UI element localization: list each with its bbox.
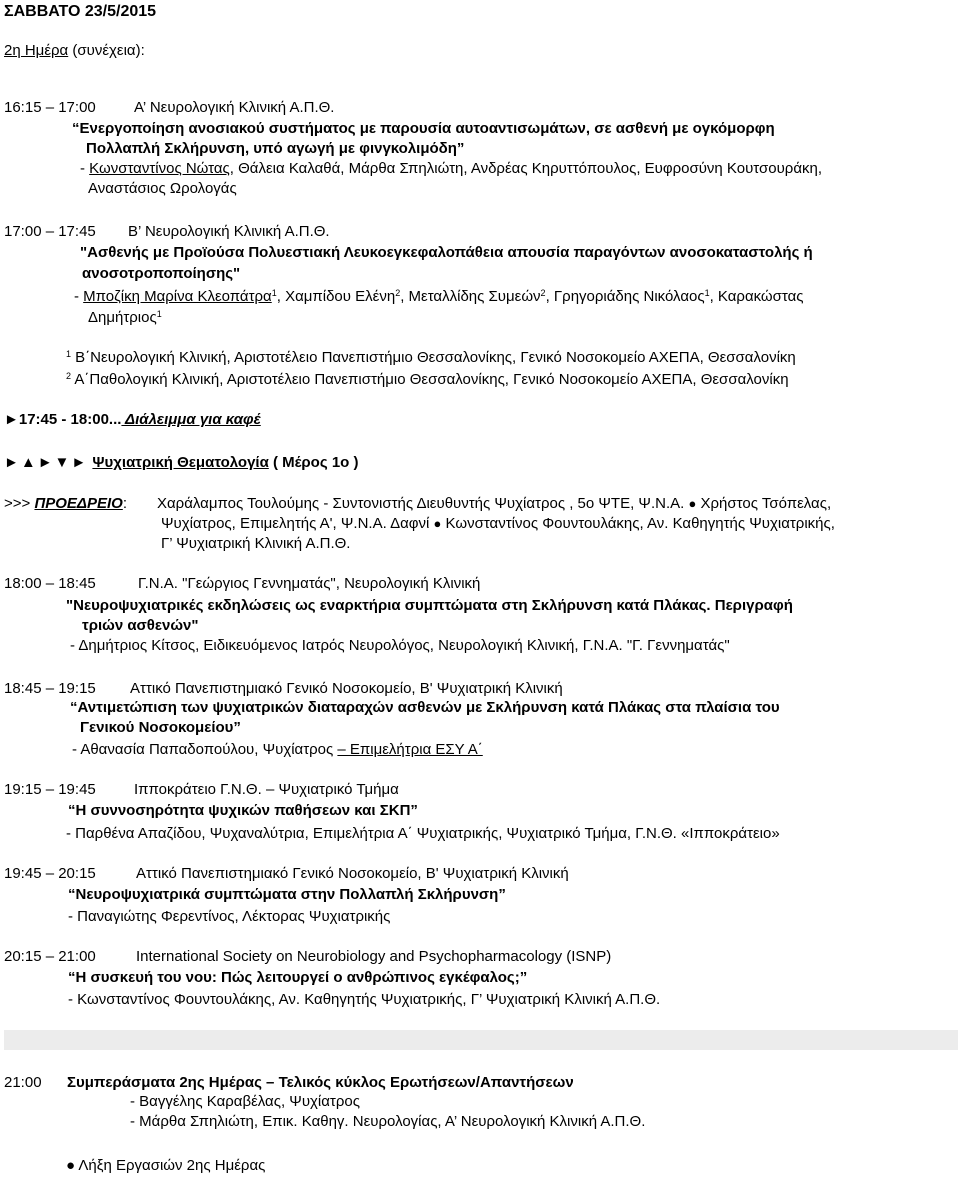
- session-1-unit: Α’ Νευρολογική Κλινική Α.Π.Θ.: [134, 99, 335, 116]
- session-5-time: 19:15 – 19:45: [4, 781, 96, 798]
- author-name: , Μεταλλίδης Συμεών: [400, 288, 541, 305]
- chair-line-3: Γ’ Ψυχιατρική Κλινική Α.Π.Θ.: [161, 535, 351, 552]
- session-7-title: “Η συσκευή του νου: Πώς λειτουργεί ο ανθρώπινος εγκέφαλος;”: [68, 969, 528, 986]
- session-1-authors: [80, 159, 822, 178]
- chair-line-1: [157, 494, 831, 513]
- chair-member: Χαράλαμπος Τουλούμης - Συντονιστής Διευθυντής Ψυχίατρος , 5ο ΨΤΕ, Ψ.Ν.Α.: [157, 495, 685, 512]
- session-2-authors-line-2: [88, 308, 162, 327]
- session-1-title-line-2: Πολλαπλή Σκλήρυνση, υπό αγωγή με φινγκολιμόδη”: [86, 140, 465, 157]
- speaker-role: – Επιμελήτρια ΕΣΥ Α΄: [337, 741, 483, 758]
- affiliation-mark: 1: [271, 288, 277, 298]
- session-4-time: 18:45 – 19:15: [4, 680, 96, 697]
- session-8-speaker-1: - Βαγγέλης Καραβέλας, Ψυχίατρος: [130, 1093, 360, 1110]
- author-name: , Καρακώστας: [709, 288, 804, 305]
- author-name: , Γρηγοριάδης Νικόλαος: [545, 288, 705, 305]
- session-3-title-line-1: "Νευροψυχιατρικές εκδηλώσεις ως εναρκτήρια συμπτώματα στη Σκλήρυνση κατά Πλάκας. Περιγραφή: [66, 597, 793, 614]
- session-8-speaker-2: - Μάρθα Σπηλιώτη, Επικ. Καθηγ. Νευρολογίας, Α’ Νευρολογική Κλινική Α.Π.Θ.: [130, 1113, 646, 1130]
- bullet-icon: ●: [688, 496, 697, 511]
- coffee-break: [4, 410, 261, 429]
- session-3-unit: Γ.Ν.Α. "Γεώργιος Γεννηματάς", Νευρολογική Κλινική: [138, 575, 481, 592]
- arrows-icon: ►▲►▼►: [4, 454, 89, 471]
- chair-colon: :: [122, 495, 127, 512]
- affiliation-mark: 2: [540, 288, 546, 298]
- day-heading: [4, 41, 145, 60]
- day-suffix: (συνέχεια):: [68, 42, 145, 59]
- session-2-title-line-2: ανοσοτροποποίησης": [82, 265, 241, 282]
- session-1-authors-line-2: Αναστάσιος Ωρολογάς: [88, 180, 237, 197]
- affiliation-text: Α΄Παθολογική Κλινική, Αριστοτέλειο Πανεπιστήμιο Θεσσαλονίκης, Γενικό Νοσοκομείο ΑΧΕΠΑ, Θεσσαλονίκη: [71, 371, 789, 388]
- session-8-title: Συμπεράσματα 2ης Ημέρας – Τελικός κύκλος Ερωτήσεων/Απαντήσεων: [67, 1074, 574, 1091]
- session-7-speaker: - Κωνσταντίνος Φουντουλάκης, Αν. Καθηγητής Ψυχιατρικής, Γ’ Ψυχιατρική Κλινική Α.Π.Θ.: [68, 991, 661, 1008]
- session-6-time: 19:45 – 20:15: [4, 865, 96, 882]
- session-6-unit: Αττικό Πανεπιστημιακό Γενικό Νοσοκομείο, Β' Ψυχιατρική Κλινική: [136, 865, 569, 882]
- chair-line-2: [161, 514, 835, 533]
- bullet-icon: ●: [433, 516, 442, 531]
- affiliation-mark: 2: [395, 288, 401, 298]
- psychiatry-part: ( Μέρος 1ο ): [268, 454, 359, 471]
- date-heading: ΣΑΒΒΑΤΟ 23/5/2015: [4, 3, 157, 20]
- session-1-lead-author: Κωνσταντίνος Νώτας: [89, 160, 230, 177]
- closing-line: [66, 1156, 265, 1175]
- session-2-title-line-1: "Ασθενής με Προϊούσα Πολυεστιακή Λευκοεγκεφαλοπάθεια απουσία παραγόντων ανοσοκαταστολής ή: [80, 244, 813, 261]
- dash: -: [74, 288, 84, 305]
- author-name: Δημήτριος: [88, 309, 157, 326]
- bullet-icon: ●: [66, 1157, 76, 1174]
- session-4-unit: Αττικό Πανεπιστημιακό Γενικό Νοσοκομείο, Β' Ψυχιατρική Κλινική: [130, 680, 563, 697]
- dash: -: [80, 160, 90, 177]
- affiliation-2: [66, 370, 789, 389]
- session-8-time: 21:00: [4, 1074, 42, 1091]
- session-3-time: 18:00 – 18:45: [4, 575, 96, 592]
- affiliation-number: 1: [66, 349, 72, 359]
- session-4-speaker: [72, 740, 483, 759]
- session-3-speaker: - Δημήτριος Κίτσος, Ειδικευόμενος Ιατρός Νευρολόγος, Νευρολογική Κλινική, Γ.Ν.Α. "Γ. Γεννηματάς": [70, 637, 730, 654]
- psychiatry-title: Ψυχιατρική Θεματολογία: [92, 454, 269, 471]
- closing-label: Λήξη Εργασιών 2ης Ημέρας: [78, 1157, 266, 1174]
- session-5-unit: Ιπποκράτειο Γ.Ν.Θ. – Ψυχιατρικό Τμήμα: [134, 781, 399, 798]
- affiliation-number: 2: [66, 371, 72, 381]
- chair-member: Ψυχίατρος, Επιμελητής Α', Ψ.Ν.Α. Δαφνί: [161, 515, 430, 532]
- session-4-title-line-1: “Αντιμετώπιση των ψυχιατρικών διαταραχών ασθενών με Σκλήρυνση κατά Πλάκας στα πλαίσια του: [70, 699, 780, 716]
- session-1-authors-rest: , Θάλεια Καλαθά, Μάρθα Σπηλιώτη, Ανδρέας Κηρυττόπουλος, Ευφροσύνη Κουτσουράκη,: [229, 160, 823, 177]
- break-label: Διάλειμμα για καφέ: [121, 411, 261, 428]
- chair-prefix: >>>: [4, 495, 35, 512]
- section-divider-band: [4, 1030, 958, 1050]
- affiliation-mark: 1: [156, 309, 162, 319]
- session-2-unit: Β’ Νευρολογική Κλινική Α.Π.Θ.: [128, 223, 330, 240]
- chair-member: Χρήστος Τσόπελας,: [700, 495, 832, 512]
- session-2-lead-author: Μποζίκη Μαρίνα Κλεοπάτρα: [83, 288, 272, 305]
- break-time: 17:45 - 18:00...: [18, 411, 122, 428]
- session-5-speaker: - Παρθένα Απαζίδου, Ψυχαναλύτρια, Επιμελήτρια Α΄ Ψυχιατρικής, Ψυχιατρικό Τμήμα, Γ.Ν.Θ. «Ιπποκράτειο»: [66, 825, 780, 842]
- chair-member: Κωνσταντίνος Φουντουλάκης, Αν. Καθηγητής Ψυχιατρικής,: [445, 515, 835, 532]
- affiliation-text: Β΄Νευρολογική Κλινική, Αριστοτέλειο Πανεπιστήμιο Θεσσαλονίκης, Γενικό Νοσοκομείο ΑΧΕΠΑ, Θεσσαλονίκη: [71, 349, 796, 366]
- chair-label: [4, 494, 127, 513]
- affiliation-mark: 1: [704, 288, 710, 298]
- speaker-name: - Αθανασία Παπαδοπούλου, Ψυχίατρος: [72, 741, 338, 758]
- author-name: , Χαμπίδου Ελένη: [276, 288, 396, 305]
- session-7-unit: International Society on Neurobiology and Psychopharmacology (ISNP): [136, 948, 612, 965]
- arrow-right-icon: ►: [4, 411, 19, 428]
- session-5-title: “Η συννοσηρότητα ψυχικών παθήσεων και ΣΚΠ”: [68, 802, 418, 819]
- chair-title: ΠΡΟΕΔΡΕΙΟ: [34, 495, 123, 512]
- day-label: 2η Ημέρα: [4, 42, 69, 59]
- session-6-speaker: - Παναγιώτης Φερεντίνος, Λέκτορας Ψυχιατρικής: [68, 908, 391, 925]
- session-4-title-line-2: Γενικού Νοσοκομείου”: [80, 719, 241, 736]
- session-2-time: 17:00 – 17:45: [4, 223, 96, 240]
- session-3-title-line-2: τριών ασθενών": [82, 617, 199, 634]
- session-7-time: 20:15 – 21:00: [4, 948, 96, 965]
- session-6-title: “Νευροψυχιατρικά συμπτώματα στην Πολλαπλή Σκλήρυνση”: [68, 886, 506, 903]
- affiliation-1: [66, 348, 796, 367]
- session-1-time: 16:15 – 17:00: [4, 99, 96, 116]
- psychiatry-section-heading: [4, 453, 358, 472]
- session-1-title-line-1: “Ενεργοποίηση ανοσιακού συστήματος με παρουσία αυτοαντισωμάτων, σε ασθενή με ογκόμορφη: [72, 120, 775, 137]
- session-2-authors: [74, 287, 804, 306]
